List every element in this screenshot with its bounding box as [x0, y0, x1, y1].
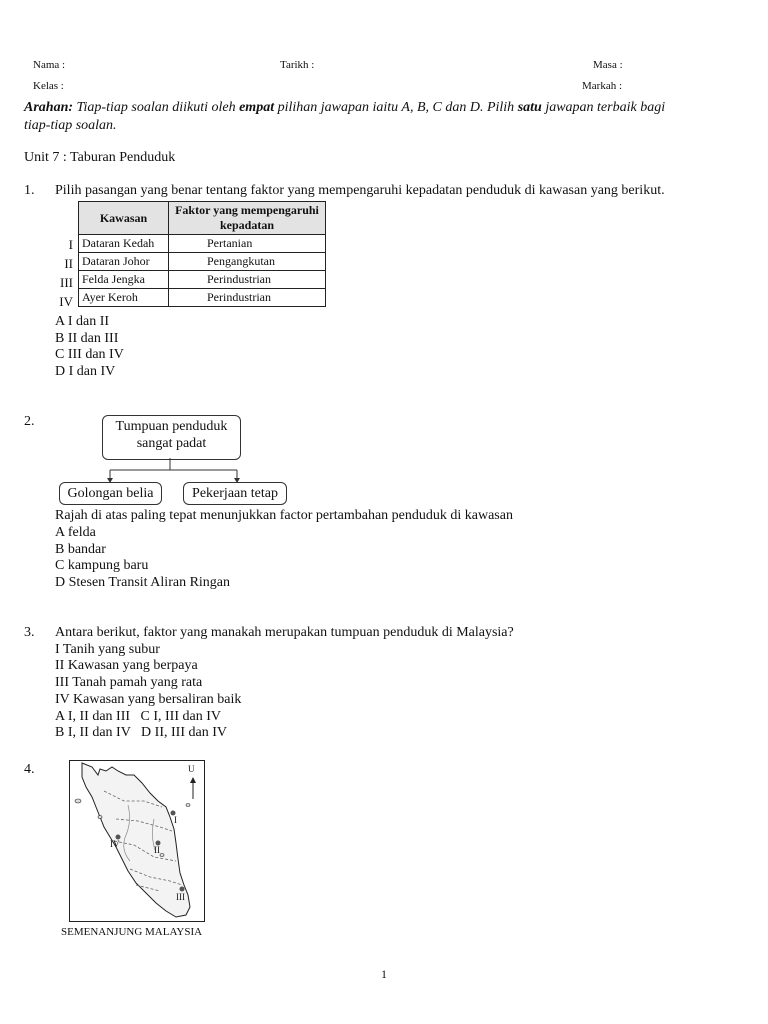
q2-text: Rajah di atas paling tepat menunjukkan factor pertambahan penduduk di kawasan [55, 508, 513, 523]
q1-cell-kawasan: Dataran Johor [79, 253, 169, 271]
q1-col-faktor-line2: kepadatan [219, 218, 275, 232]
markah-label: Markah : [582, 80, 623, 92]
q3-item-2: II Kawasan yang berpaya [55, 658, 198, 673]
arahan-text-3: jawapan terbaik bagi [541, 100, 666, 115]
q1-roman-1: I [68, 237, 73, 252]
table-row [79, 235, 326, 253]
marker-iii [180, 887, 185, 892]
arahan-text-1: Tiap-tiap soalan diikuti oleh [73, 100, 240, 115]
table-row [79, 253, 326, 271]
q1-table [78, 201, 326, 307]
q1-col-faktor [169, 202, 326, 235]
q4-map-frame [69, 760, 205, 922]
table-row [79, 289, 326, 307]
north-arrow-head [190, 777, 196, 783]
island [186, 804, 190, 807]
q1-cell-faktor: Perindustrian [169, 271, 326, 289]
q3-options-row-1[interactable]: A I, II dan III C I, III dan IV [55, 709, 221, 724]
q2-number: 2. [24, 414, 35, 429]
page-number: 1 [381, 967, 387, 981]
q3-number: 3. [24, 625, 35, 640]
arahan-line-1 [24, 99, 665, 116]
q2-option-d[interactable]: D Stesen Transit Aliran Ringan [55, 575, 231, 590]
q2-box-top [102, 415, 241, 460]
q1-option-c[interactable]: C III dan IV [55, 347, 124, 362]
island [75, 799, 81, 803]
q1-number: 1. [24, 183, 35, 198]
q1-table-header [79, 202, 326, 235]
map-label-iii: III [176, 892, 185, 902]
tarikh-label: Tarikh : [280, 59, 315, 71]
q1-cell-faktor: Pengangkutan [169, 253, 326, 271]
q2-box-top-line1: Tumpuan penduduk [115, 419, 228, 434]
q1-option-b[interactable]: B II dan III [55, 331, 119, 346]
q2-box-left: Golongan belia [59, 482, 162, 505]
q1-cell-faktor: Perindustrian [169, 289, 326, 307]
kelas-label: Kelas : [33, 80, 64, 92]
q1-col-faktor-line1: Faktor yang mempengaruhi [175, 203, 319, 217]
q4-number: 4. [24, 762, 35, 777]
q1-text: Pilih pasangan yang benar tentang faktor yang mempengaruhi kepadatan penduduk di kawasan yang berikut. [55, 183, 665, 198]
island [160, 854, 164, 857]
map-label-iv: IV [110, 839, 120, 849]
q1-option-d[interactable]: D I dan IV [55, 364, 116, 379]
map-label-i: I [174, 815, 177, 825]
q1-roman-2: II [64, 256, 73, 271]
q1-col-kawasan: Kawasan [79, 202, 169, 235]
q1-cell-kawasan: Dataran Kedah [79, 235, 169, 253]
q2-option-b[interactable]: B bandar [55, 542, 106, 557]
q2-option-c[interactable]: C kampung baru [55, 558, 149, 573]
q1-cell-kawasan: Ayer Keroh [79, 289, 169, 307]
q2-box-top-line2: sangat padat [136, 436, 207, 451]
q3-text: Antara berikut, faktor yang manakah merupakan tumpuan penduduk di Malaysia? [55, 625, 514, 640]
unit-title: Unit 7 : Taburan Penduduk [24, 150, 176, 165]
arahan-label: Arahan: [24, 100, 74, 115]
q1-roman-4: IV [59, 294, 73, 309]
arahan-text-2: pilihan jawapan iaitu A, B, C dan D. Pilih [274, 100, 518, 115]
map-label-north: U [188, 764, 195, 774]
q1-cell-kawasan: Felda Jengka [79, 271, 169, 289]
q4-map-caption: SEMENANJUNG MALAYSIA [61, 926, 203, 938]
q3-options-row-2[interactable]: B I, II dan IV D II, III dan IV [55, 725, 227, 740]
q1-option-a[interactable]: A I dan II [55, 314, 110, 329]
q1-cell-faktor: Pertanian [169, 235, 326, 253]
arahan-line-2: tiap-tiap soalan. [24, 118, 117, 133]
arahan-bold-empat: empat [239, 100, 275, 115]
q2-connector-lines [100, 458, 250, 484]
peninsula-outline [82, 763, 190, 917]
table-row [79, 271, 326, 289]
q3-item-3: III Tanah pamah yang rata [55, 675, 203, 690]
q2-box-right: Pekerjaan tetap [183, 482, 287, 505]
q3-item-4: IV Kawasan yang bersaliran baik [55, 692, 242, 707]
map-label-ii: II [154, 845, 160, 855]
q3-item-1: I Tanih yang subur [55, 642, 160, 657]
island [98, 816, 102, 819]
q2-option-a[interactable]: A felda [55, 525, 96, 540]
nama-label: Nama : [33, 59, 66, 71]
arahan-bold-satu: satu [517, 100, 542, 115]
masa-label: Masa : [593, 59, 623, 71]
q1-roman-3: III [60, 275, 73, 290]
